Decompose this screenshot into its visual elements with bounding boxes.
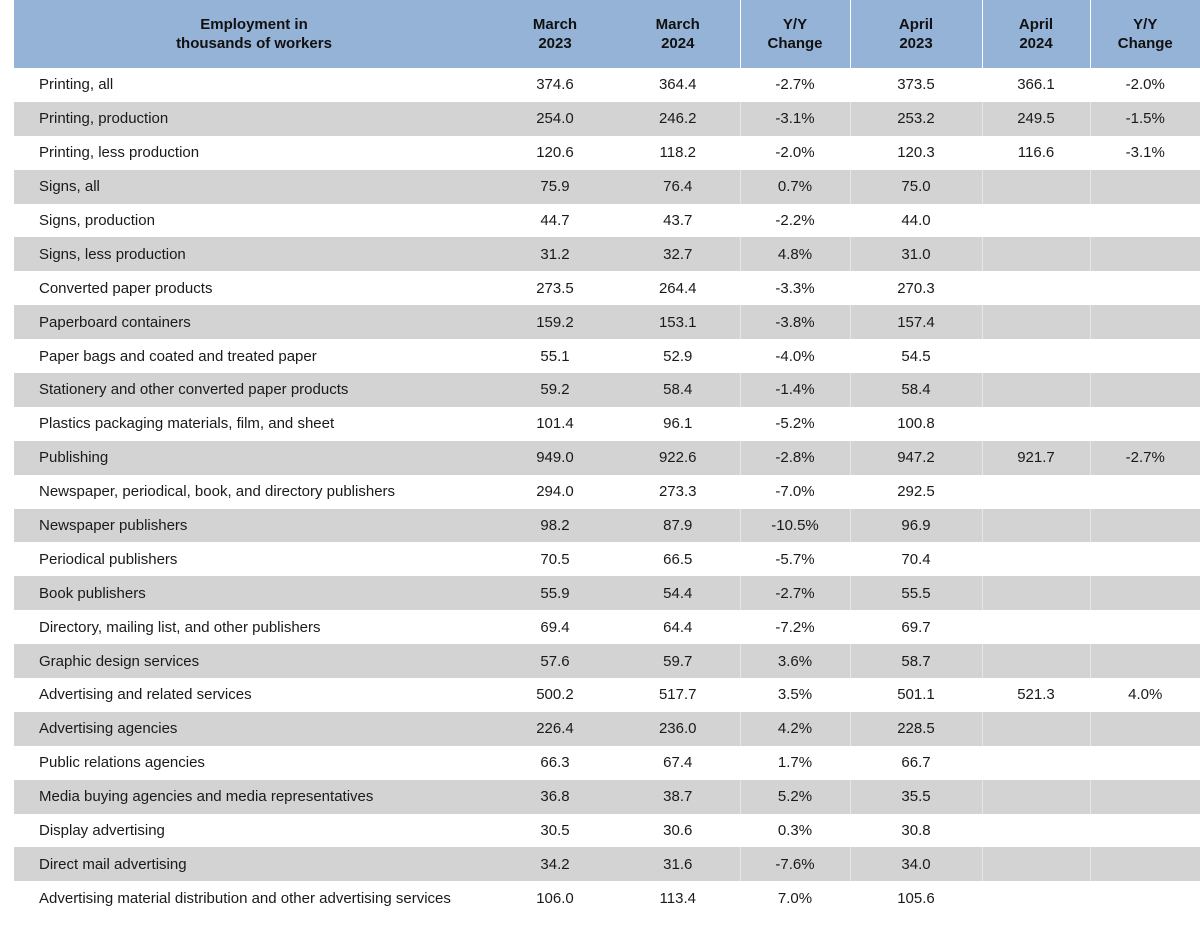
cell-march-2024: 31.6: [616, 847, 740, 881]
row-label: Graphic design services: [14, 644, 494, 678]
row-label: Public relations agencies: [14, 746, 494, 780]
cell-march-2024: 43.7: [616, 204, 740, 238]
row-label: Display advertising: [14, 814, 494, 848]
table-row: [14, 644, 1200, 678]
cell-april-2023: 373.5: [850, 68, 982, 102]
cell-yy-change-april: [1090, 237, 1200, 271]
cell-yy-change-march: -2.2%: [740, 204, 850, 238]
cell-april-2024: [982, 847, 1090, 881]
cell-march-2024: 517.7: [616, 678, 740, 712]
header-yy-change-march: Y/Y Change: [740, 0, 850, 68]
cell-april-2023: 157.4: [850, 305, 982, 339]
table-row: [14, 407, 1200, 441]
cell-march-2024: 67.4: [616, 746, 740, 780]
cell-yy-change-april: [1090, 542, 1200, 576]
cell-march-2024: 364.4: [616, 68, 740, 102]
cell-yy-change-april: [1090, 576, 1200, 610]
cell-march-2023: 273.5: [494, 271, 616, 305]
cell-march-2023: 57.6: [494, 644, 616, 678]
row-label: Printing, production: [14, 102, 494, 136]
employment-table: [14, 0, 1200, 915]
cell-yy-change-april: [1090, 814, 1200, 848]
cell-april-2023: 31.0: [850, 237, 982, 271]
cell-april-2023: 270.3: [850, 271, 982, 305]
employment-table-container: [14, 0, 1200, 915]
cell-march-2024: 59.7: [616, 644, 740, 678]
cell-march-2024: 273.3: [616, 475, 740, 509]
cell-april-2024: [982, 305, 1090, 339]
row-label: Signs, production: [14, 204, 494, 238]
table-row: [14, 373, 1200, 407]
table-row: [14, 610, 1200, 644]
cell-yy-change-april: -2.0%: [1090, 68, 1200, 102]
table-row: [14, 475, 1200, 509]
cell-march-2024: 30.6: [616, 814, 740, 848]
cell-yy-change-april: -1.5%: [1090, 102, 1200, 136]
table-row: [14, 814, 1200, 848]
header-april-2024: April 2024: [982, 0, 1090, 68]
row-label: Book publishers: [14, 576, 494, 610]
row-label: Direct mail advertising: [14, 847, 494, 881]
cell-april-2023: 54.5: [850, 339, 982, 373]
table-row: [14, 678, 1200, 712]
cell-april-2024: [982, 712, 1090, 746]
row-label: Signs, less production: [14, 237, 494, 271]
cell-april-2023: 96.9: [850, 509, 982, 543]
cell-yy-change-march: -4.0%: [740, 339, 850, 373]
cell-march-2023: 34.2: [494, 847, 616, 881]
cell-march-2024: 54.4: [616, 576, 740, 610]
table-row: [14, 542, 1200, 576]
cell-march-2024: 264.4: [616, 271, 740, 305]
cell-april-2024: [982, 204, 1090, 238]
cell-april-2024: 249.5: [982, 102, 1090, 136]
row-label: Periodical publishers: [14, 542, 494, 576]
cell-april-2024: [982, 373, 1090, 407]
cell-yy-change-april: [1090, 271, 1200, 305]
cell-march-2024: 153.1: [616, 305, 740, 339]
cell-march-2023: 69.4: [494, 610, 616, 644]
cell-yy-change-april: [1090, 509, 1200, 543]
cell-yy-change-march: -2.7%: [740, 68, 850, 102]
header-label: Employment in thousands of workers: [14, 0, 494, 68]
cell-yy-change-march: -3.1%: [740, 102, 850, 136]
cell-march-2023: 101.4: [494, 407, 616, 441]
cell-april-2024: [982, 170, 1090, 204]
cell-march-2023: 106.0: [494, 881, 616, 915]
row-label: Printing, all: [14, 68, 494, 102]
header-row: [14, 0, 1200, 68]
cell-yy-change-march: -2.0%: [740, 136, 850, 170]
cell-yy-change-march: 4.2%: [740, 712, 850, 746]
table-row: [14, 136, 1200, 170]
table-row: [14, 441, 1200, 475]
cell-yy-change-april: [1090, 305, 1200, 339]
cell-april-2023: 34.0: [850, 847, 982, 881]
cell-yy-change-april: [1090, 746, 1200, 780]
header-march-2023: March 2023: [494, 0, 616, 68]
cell-yy-change-march: 0.3%: [740, 814, 850, 848]
cell-yy-change-april: [1090, 644, 1200, 678]
cell-march-2023: 59.2: [494, 373, 616, 407]
table-row: [14, 576, 1200, 610]
cell-yy-change-march: -7.0%: [740, 475, 850, 509]
cell-march-2024: 38.7: [616, 780, 740, 814]
table-body: [14, 68, 1200, 915]
row-label: Newspaper publishers: [14, 509, 494, 543]
cell-yy-change-march: -2.7%: [740, 576, 850, 610]
cell-yy-change-march: -5.2%: [740, 407, 850, 441]
cell-march-2023: 159.2: [494, 305, 616, 339]
cell-april-2023: 58.4: [850, 373, 982, 407]
cell-march-2023: 294.0: [494, 475, 616, 509]
cell-march-2023: 949.0: [494, 441, 616, 475]
table-row: [14, 339, 1200, 373]
table-row: [14, 847, 1200, 881]
cell-yy-change-april: [1090, 475, 1200, 509]
header-yy-change-april: Y/Y Change: [1090, 0, 1200, 68]
cell-april-2023: 66.7: [850, 746, 982, 780]
cell-yy-change-april: [1090, 339, 1200, 373]
cell-march-2024: 246.2: [616, 102, 740, 136]
cell-yy-change-march: 4.8%: [740, 237, 850, 271]
cell-april-2024: [982, 542, 1090, 576]
cell-march-2023: 500.2: [494, 678, 616, 712]
row-label: Directory, mailing list, and other publishers: [14, 610, 494, 644]
cell-april-2024: [982, 509, 1090, 543]
cell-yy-change-april: [1090, 881, 1200, 915]
cell-april-2023: 44.0: [850, 204, 982, 238]
cell-yy-change-april: [1090, 712, 1200, 746]
cell-april-2024: 366.1: [982, 68, 1090, 102]
cell-yy-change-march: 1.7%: [740, 746, 850, 780]
table-row: [14, 237, 1200, 271]
cell-april-2024: 521.3: [982, 678, 1090, 712]
cell-yy-change-april: [1090, 610, 1200, 644]
cell-yy-change-april: -2.7%: [1090, 441, 1200, 475]
row-label: Advertising and related services: [14, 678, 494, 712]
cell-yy-change-march: 3.5%: [740, 678, 850, 712]
cell-april-2024: [982, 475, 1090, 509]
cell-april-2024: 116.6: [982, 136, 1090, 170]
row-label: Media buying agencies and media representatives: [14, 780, 494, 814]
cell-yy-change-april: [1090, 373, 1200, 407]
row-label: Publishing: [14, 441, 494, 475]
cell-april-2024: [982, 339, 1090, 373]
cell-april-2024: [982, 881, 1090, 915]
table-row: [14, 271, 1200, 305]
cell-march-2023: 44.7: [494, 204, 616, 238]
cell-yy-change-april: 4.0%: [1090, 678, 1200, 712]
cell-yy-change-april: [1090, 847, 1200, 881]
cell-yy-change-march: -7.6%: [740, 847, 850, 881]
cell-yy-change-april: [1090, 407, 1200, 441]
cell-april-2024: [982, 814, 1090, 848]
cell-march-2024: 52.9: [616, 339, 740, 373]
table-row: [14, 712, 1200, 746]
cell-april-2023: 228.5: [850, 712, 982, 746]
cell-april-2024: [982, 644, 1090, 678]
cell-march-2023: 55.9: [494, 576, 616, 610]
cell-april-2024: [982, 407, 1090, 441]
cell-march-2024: 922.6: [616, 441, 740, 475]
cell-april-2023: 105.6: [850, 881, 982, 915]
cell-march-2023: 31.2: [494, 237, 616, 271]
cell-april-2023: 501.1: [850, 678, 982, 712]
cell-yy-change-march: -10.5%: [740, 509, 850, 543]
cell-april-2023: 55.5: [850, 576, 982, 610]
table-row: [14, 881, 1200, 915]
cell-march-2023: 226.4: [494, 712, 616, 746]
cell-april-2023: 30.8: [850, 814, 982, 848]
table-row: [14, 509, 1200, 543]
cell-yy-change-march: -1.4%: [740, 373, 850, 407]
cell-yy-change-march: -5.7%: [740, 542, 850, 576]
table-header: [14, 0, 1200, 68]
cell-yy-change-march: -2.8%: [740, 441, 850, 475]
row-label: Advertising agencies: [14, 712, 494, 746]
header-april-2023: April 2023: [850, 0, 982, 68]
cell-yy-change-april: [1090, 204, 1200, 238]
cell-april-2024: 921.7: [982, 441, 1090, 475]
table-row: [14, 780, 1200, 814]
cell-march-2023: 66.3: [494, 746, 616, 780]
row-label: Signs, all: [14, 170, 494, 204]
row-label: Paperboard containers: [14, 305, 494, 339]
cell-march-2024: 76.4: [616, 170, 740, 204]
row-label: Advertising material distribution and other advertising services: [14, 881, 494, 915]
cell-march-2024: 32.7: [616, 237, 740, 271]
row-label: Printing, less production: [14, 136, 494, 170]
cell-yy-change-march: 3.6%: [740, 644, 850, 678]
cell-april-2024: [982, 237, 1090, 271]
cell-april-2024: [982, 746, 1090, 780]
cell-march-2024: 118.2: [616, 136, 740, 170]
cell-april-2024: [982, 780, 1090, 814]
header-march-2024: March 2024: [616, 0, 740, 68]
row-label: Converted paper products: [14, 271, 494, 305]
table-row: [14, 170, 1200, 204]
cell-march-2024: 66.5: [616, 542, 740, 576]
cell-april-2023: 100.8: [850, 407, 982, 441]
cell-march-2024: 113.4: [616, 881, 740, 915]
cell-yy-change-april: [1090, 170, 1200, 204]
row-label: Plastics packaging materials, film, and sheet: [14, 407, 494, 441]
cell-march-2023: 55.1: [494, 339, 616, 373]
cell-april-2023: 253.2: [850, 102, 982, 136]
cell-march-2023: 36.8: [494, 780, 616, 814]
row-label: Stationery and other converted paper products: [14, 373, 494, 407]
cell-march-2024: 96.1: [616, 407, 740, 441]
cell-march-2023: 30.5: [494, 814, 616, 848]
cell-april-2023: 69.7: [850, 610, 982, 644]
cell-april-2024: [982, 271, 1090, 305]
cell-march-2023: 75.9: [494, 170, 616, 204]
table-row: [14, 204, 1200, 238]
cell-march-2024: 58.4: [616, 373, 740, 407]
table-row: [14, 68, 1200, 102]
cell-yy-change-april: -3.1%: [1090, 136, 1200, 170]
table-row: [14, 102, 1200, 136]
cell-march-2024: 64.4: [616, 610, 740, 644]
cell-march-2024: 87.9: [616, 509, 740, 543]
cell-yy-change-march: -3.8%: [740, 305, 850, 339]
cell-yy-change-april: [1090, 780, 1200, 814]
cell-april-2023: 292.5: [850, 475, 982, 509]
cell-april-2024: [982, 610, 1090, 644]
row-label: Paper bags and coated and treated paper: [14, 339, 494, 373]
cell-march-2023: 120.6: [494, 136, 616, 170]
cell-march-2024: 236.0: [616, 712, 740, 746]
cell-april-2023: 58.7: [850, 644, 982, 678]
cell-march-2023: 98.2: [494, 509, 616, 543]
row-label: Newspaper, periodical, book, and directory publishers: [14, 475, 494, 509]
cell-march-2023: 374.6: [494, 68, 616, 102]
cell-april-2023: 947.2: [850, 441, 982, 475]
cell-april-2024: [982, 576, 1090, 610]
table-row: [14, 305, 1200, 339]
cell-april-2023: 75.0: [850, 170, 982, 204]
cell-yy-change-march: -7.2%: [740, 610, 850, 644]
table-row: [14, 746, 1200, 780]
cell-yy-change-march: 0.7%: [740, 170, 850, 204]
cell-yy-change-march: 7.0%: [740, 881, 850, 915]
cell-march-2023: 70.5: [494, 542, 616, 576]
cell-yy-change-march: -3.3%: [740, 271, 850, 305]
cell-april-2023: 70.4: [850, 542, 982, 576]
cell-yy-change-march: 5.2%: [740, 780, 850, 814]
cell-april-2023: 35.5: [850, 780, 982, 814]
cell-march-2023: 254.0: [494, 102, 616, 136]
cell-april-2023: 120.3: [850, 136, 982, 170]
